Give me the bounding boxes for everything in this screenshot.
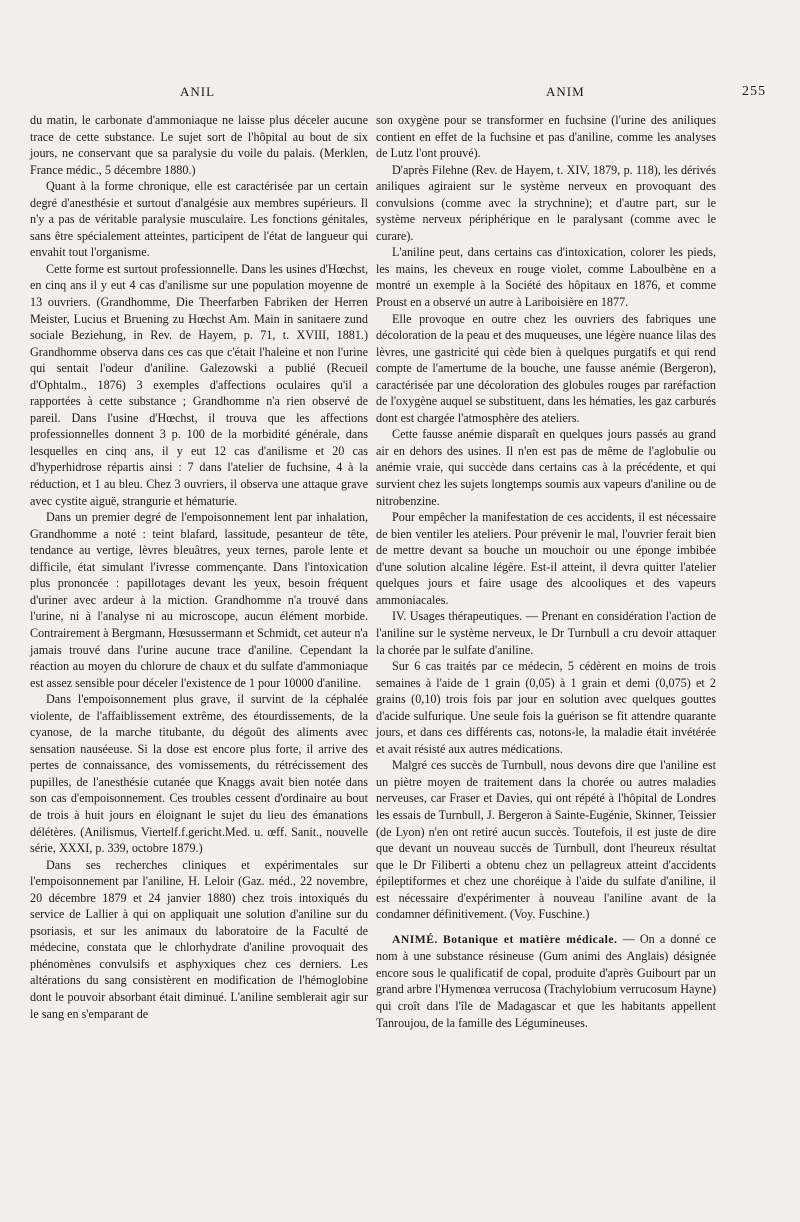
- paragraph: L'aniline peut, dans certains cas d'intoxication, colorer les pieds, les mains, les cheveux en rouge violet, comme Laboulbène en a montré un exemple à la Société des hôpitaux en 1876, et comme Proust en a observé un autre à Lariboisière en 1877.: [376, 245, 716, 310]
- page-number: 255: [742, 84, 766, 99]
- paragraph: D'après Filehne (Rev. de Hayem, t. XIV, 1879, p. 118), les dérivés aniliques agiraient sur le système nerveux en provoquant des convulsions (comme avec la strychnine); et d'autre part, sur le système nerveux périphérique en le paralysant (comme avec le curare).: [376, 162, 716, 243]
- paragraph: Quant à la forme chronique, elle est caractérisée par un certain degré d'anesthésie et surtout d'analgésie aux membres supérieurs. Il n'y a pas de véritable paralysie musculaire. Les fonctions génitales, sans être spécialement atteintes, participent de l'état de langueur qui envahit tout l'organisme.: [30, 179, 368, 260]
- running-head: [32, 84, 766, 108]
- paragraph: son oxygène pour se transformer en fuchsine (l'urine des aniliques contient en effet de la fuchsine et pas d'aniline, comme les analyses de Lutz l'ont prouvé).: [376, 113, 716, 161]
- paragraph: IV. Usages thérapeutiques. — Prenant en considération l'action de l'aniline sur le système nerveux, le Dr Turnbull a cru devoir attaquer la chorée par le sulfate d'aniline.: [376, 609, 716, 657]
- paragraph: Dans l'empoisonnement plus grave, il survint de la céphalée violente, de l'affaiblissement extrême, des étourdissements, de la cyanose, de la marche titubante, du dégoût des aliments avec sensation nauséeuse. Si la dose est encore plus forte, il arrive des pertes de connaissance, des vomissements, du rétrécissement des pupilles, de l'anesthésie cutanée que Knaggs avait bien notée dans son cas d'empoisonnement. Ces troubles cessent d'ordinaire au bout de trois à huit jours en éloignant le sujet du lieu des émanations délétères. (Anilismus, Viertelf.f.gericht.Med. u. œff. Sanit., nouvelle série, XXXI, p. 339, octobre 1879.): [30, 692, 368, 856]
- left-column: [30, 112, 368, 1022]
- paragraph: Pour empêcher la manifestation de ces accidents, il est nécessaire de bien ventiler les ateliers. Pour prévenir le mal, l'ouvrier ferait bien de mettre devant sa bouche un mouchoir ou une éponge imbibée d'une solution alcaline légère. Est-il atteint, il devra quitter l'atelier quelques jours et faire usage des alcooliques et des vapeurs ammoniacales.: [376, 510, 716, 607]
- dictionary-entry: [376, 931, 716, 1031]
- entry-subhead: Botanique et matière médicale.: [443, 932, 618, 946]
- paragraph: Dans ses recherches cliniques et expérimentales sur l'empoisonnement par l'aniline, H. Leloir (Gaz. méd., 22 novembre, 20 décembre 1879 et 24 janvier 1880) chez trois intoxiqués du service de Lallier à qui on appliquait une solution d'aniline sur du psoriasis, et sur les animaux du laboratoire de la Faculté de médecine, constata que le chlorhydrate d'aniline provoquait des phénomènes convulsifs et asphyxiques chez ces derniers. Les altérations du sang consistèrent en modification de l'hémoglobine dont le pouvoir absorbant était diminué. L'aniline semblerait agir sur le sang en s'emparant de: [30, 857, 368, 1021]
- entry-text: — On a donné ce nom à une substance résineuse (Gum animi des Anglais) désignée encore sous le qualificatif de copal, produite d'après Guibourt par un grand arbre l'Hymenœa verrucosa (Trachylobium verrucosum Hayne) qui croît dans l'île de Madagascar et que les habitants appellent Tanroujou, de la famille des Légumineuses.: [376, 931, 716, 1030]
- paragraph: Cette forme est surtout professionnelle. Dans les usines d'Hœchst, en cinq ans il y eut 4 cas d'anilisme sur une population moyenne de 13 ouvriers. (Grandhomme, Die Theerfarben Fabriken der Herren Meister, Lucius et Bruening zu Hœchst Am. Main in sanitaere zund sociale Beziehung, in Rev. de Hayem, p. 71, t. XVIII, 1881.) Grandhomme observa dans ces cas que c'était l'haleine et non l'urine qui sentait l'odeur d'aniline. Galezowski a publié (Recueil d'Ophtalm., 1876) 3 exemples d'affections oculaires qu'il a rapportées à cette substance ; Grandhomme n'a rien observé de pareil. Dans l'usine d'Hœchst, il trouva que les affections professionnelles donnent 3 p. 100 de la morbidité générale, dans lesquelles en cinq ans, il y eut 12 cas d'anilisme et 20 cas d'hyperhidrose répartis ainsi : 7 dans l'atelier de fuchsine, 4 à la réduction, et 1 au bleu. Chez 3 ouvriers, il observa une attaque grave avec cystite aiguë, strangurie et hématurie.: [30, 261, 368, 508]
- paragraph: Sur 6 cas traités par ce médecin, 5 cédèrent en moins de trois semaines à l'aide de 1 grain (0,05) à 1 grain et demi (0,075) et 2 grains (0,10) trois fois par jour en solution avec quelques gouttes d'acide sulfurique. Une seule fois la guérison se fit attendre quarante jours, et dans ces différents cas, notons-le, la maladie était invétérée et avait résisté aux autres médications.: [376, 659, 716, 756]
- paragraph: du matin, le carbonate d'ammoniaque ne laisse plus déceler aucune trace de cette substance. Le sujet sort de l'hôpital au bout de six jours, ne conservant que sa paralysie du voile du palais. (Merklen, France médic., 5 décembre 1880.): [30, 113, 368, 177]
- paragraph: Dans un premier degré de l'empoisonnement lent par inhalation, Grandhomme a noté : teint blafard, lassitude, pesanteur de tête, tendance au vertige, lèvres bleuâtres, yeux ternes, parole lente et difficile, état simulant l'ivresse commençante. Dans l'intoxication plus prononcée : papillotages devant les yeux, besoin fréquent d'uriner avec ardeur à la miction. Grandhomme n'a trouvé dans l'urine, ni à l'analyse ni au microscope, aucun élément morbide. Contrairement à Bergmann, Hœsussermann et Schmidt, cet auteur n'a jamais trouvé dans l'urine aucune trace d'aniline. Cependant la réaction au moyen du chlorure de chaux et du sulfate d'ammoniaque est assez sensible pour déceler l'existence de 1 pour 10000 d'aniline.: [30, 510, 368, 690]
- entry-headword: ANIMÉ.: [392, 932, 438, 946]
- running-head-left: ANIL: [180, 84, 216, 99]
- paragraph: Elle provoque en outre chez les ouvriers des fabriques une décoloration de la peau et des muqueuses, une légère nuance lilas des lèvres, une gastricité qui cède bien à quelques purgatifs et qui rend compte de l'amertume de la bouche, une fausse anémie (Bergeron), caractérisée par une décoloration des globules rouges par raréfaction de l'oxygène auquel se substituent, dans les hématies, les gaz carburés dont est chargée l'atmosphère des ateliers.: [376, 311, 716, 425]
- running-head-center: ANIM: [546, 84, 585, 99]
- paragraph: Malgré ces succès de Turnbull, nous devons dire que l'aniline est un piètre moyen de traitement dans la chorée ou autres maladies nerveuses, car Fraser et Davies, qui ont répété à l'hôpital de Londres les essais de Turnbull, J. Bergeron à Sainte-Eugénie, Skinner, Teissier (de Lyon) n'en ont retiré aucun succès. Toutefois, il est juste de dire que devant un nouveau succès de Turnbull, dont l'heureux résultat que le Dr Filiberti a obtenu chez un pellagreux atteint d'accidents épileptiformes et chez une choréique à l'aide du sulfate d'aniline, il est nécessaire d'expérimenter à nouveau l'aniline avant de la condamner définitivement. (Voy. Fuschine.): [376, 758, 716, 922]
- right-column: [376, 112, 716, 1031]
- paragraph: Cette fausse anémie disparaît en quelques jours passés au grand air en dehors des usines. Il n'en est pas de même de l'aglobulie ou anémie vraie, qui succède dans certains cas à la précédente, et qui survient chez les sujets longtemps soumis aux vapeurs d'aniline ou de nitrobenzine.: [376, 427, 716, 508]
